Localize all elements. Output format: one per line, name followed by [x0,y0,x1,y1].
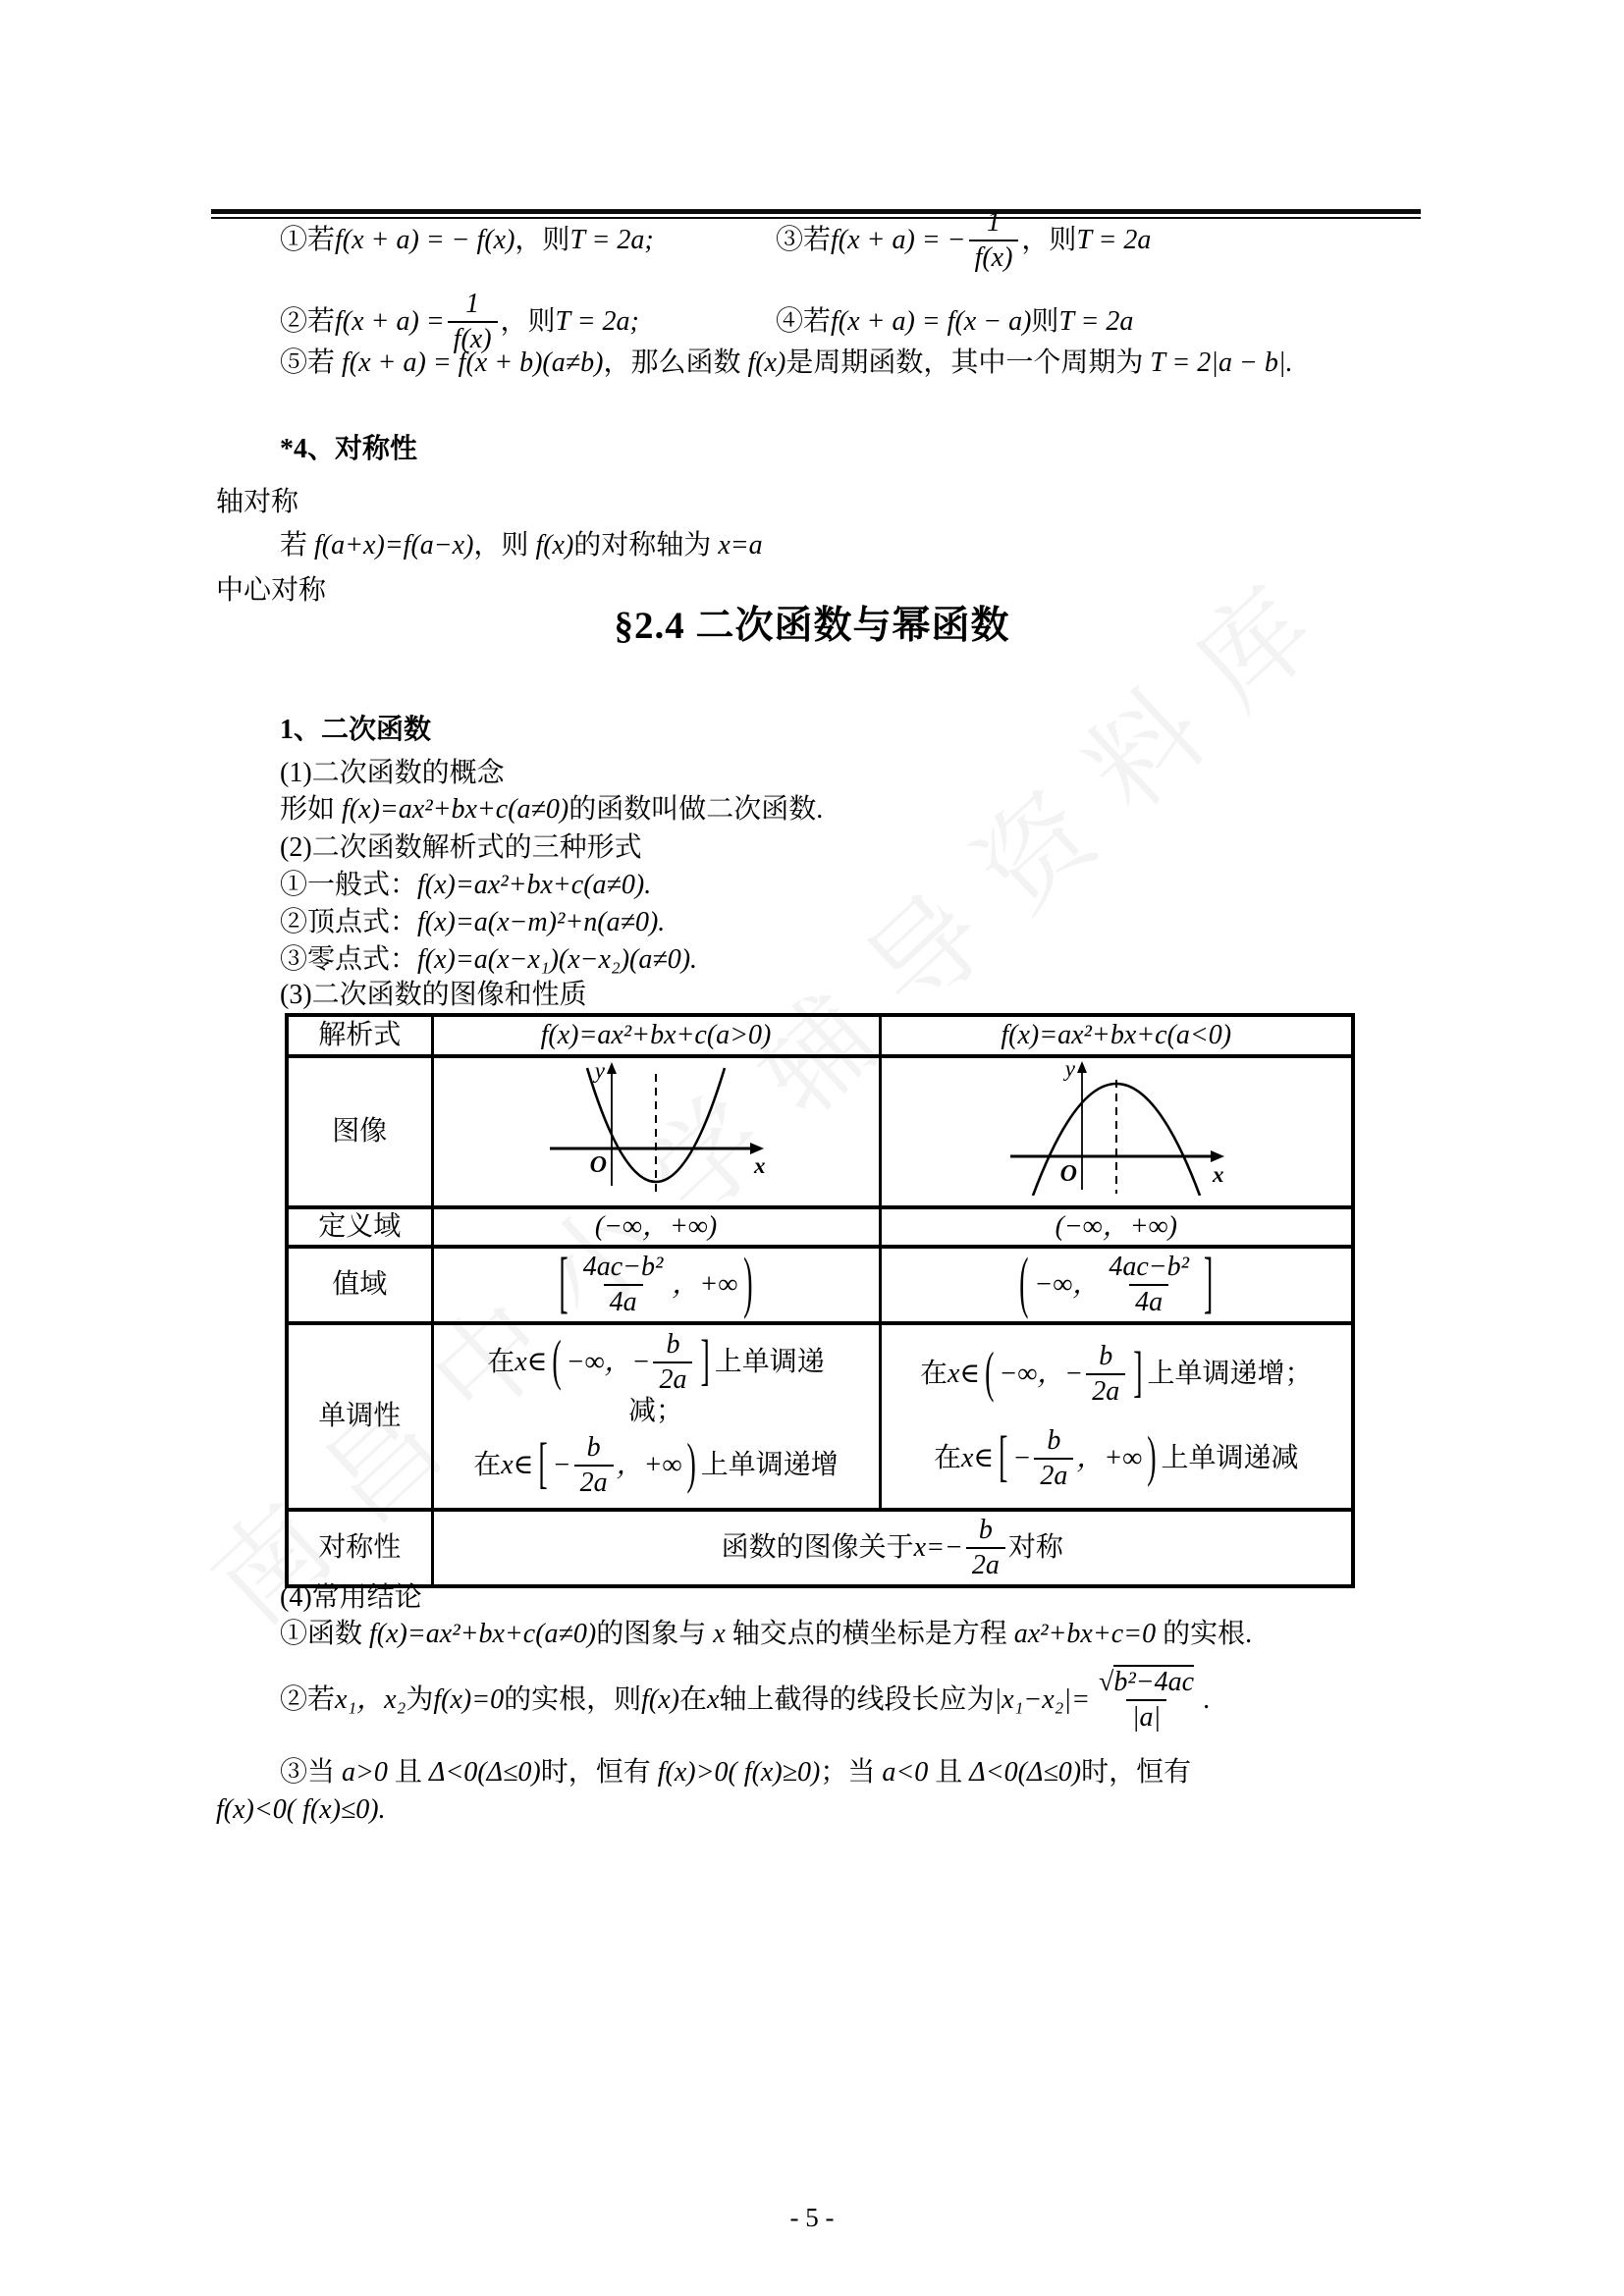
paragraph-definition [280,792,823,828]
math: f(x + a) = f(x + b)(a≠b) [342,347,604,378]
page-number: - 5 - [789,2203,835,2232]
math: ，+∞ [616,1450,682,1480]
math: x=a [718,530,763,561]
denominator: |a| [1126,1699,1166,1734]
text: 的实根. [1156,1619,1253,1649]
center-symmetry-label: 中心对称 [216,575,327,606]
paragraph-graph-properties-label: (3)二次函数的图像和性质 [280,980,587,1010]
fraction [1034,1425,1073,1492]
text: 在 [473,1450,502,1480]
math: f(x)=a(x−x₁)(x−x₂)(a≠0). [417,944,698,975]
math: f(x)=0 [433,1684,505,1715]
close-bracket: ] [700,1330,710,1393]
close-bracket: ] [1204,1246,1214,1322]
math: f(x + a) = f(x − a) [831,306,1032,337]
conclusion-2 [280,1649,1210,1751]
denominator: 2a [574,1465,614,1499]
math: f(x) [747,347,786,378]
origin-label: O [589,1152,607,1178]
row-label-graph: 图像 [287,1056,432,1207]
text: ③当 [280,1757,343,1788]
periodicity-item-3 [776,196,1151,285]
text: 轴交点的横坐标是方程 [725,1619,1014,1649]
math: T = 2a; [555,306,639,337]
numerator [1093,1667,1200,1699]
math: f(x)=ax²+bx+c(a≠0) [342,794,569,825]
range-a-negative [880,1247,1353,1323]
x-axis-arrow [1211,1150,1224,1162]
text: ①函数 [280,1619,370,1649]
text: ，则 [1021,225,1077,255]
denominator: 2a [1086,1373,1125,1408]
text: 减； [627,1396,683,1426]
text: 则 [1031,306,1059,337]
text: ②若 [280,1684,336,1715]
math: T = 2a [1076,225,1152,255]
close-paren: ) [686,1433,696,1496]
close-bracket: ] [1133,1342,1143,1405]
sqrt-fraction [1093,1667,1200,1734]
math: x [707,1684,720,1715]
numerator: b [666,1328,680,1360]
math: Δ<0(Δ≤0) [428,1757,541,1788]
numerator: 4ac−b² [582,1251,664,1282]
paragraph-general-form [280,868,651,903]
denominator: f(x) [969,240,1019,274]
domain-a-negative: (−∞，+∞) [880,1207,1353,1247]
math: x=− [913,1532,963,1563]
table-row-formula [287,1015,1353,1056]
text: 的函数叫做二次函数. [568,794,824,825]
row-label-domain: 定义域 [287,1207,432,1247]
conclusions-heading: (4)常用结论 [280,1582,422,1613]
math: T = 2|a − b|. [1150,347,1293,378]
text: . [1203,1684,1211,1715]
math: − [552,1450,571,1480]
domain-a-positive: (−∞，+∞) [432,1207,880,1247]
formula-a-positive: f(x)=ax²+bx+c(a>0) [432,1015,880,1056]
conclusion-3 [280,1755,1191,1790]
table-row-symmetry [287,1510,1353,1586]
text: 在 [678,1684,707,1715]
text: 若 [280,530,315,561]
conclusion-1 [280,1617,1252,1652]
row-label-range: 值域 [287,1247,432,1323]
math: ，+∞ [1076,1443,1143,1473]
fraction [1086,1341,1125,1408]
math: T = 2a; [569,225,654,255]
row-label-formula: 解析式 [287,1015,432,1056]
math: ，+∞ [672,1269,738,1300]
symmetry-value-cell [432,1510,1353,1586]
numerator: 1 [986,206,1001,238]
text: ，则 [473,530,536,561]
table-row-graph [287,1056,1353,1207]
text: ；当 [820,1757,883,1788]
numerator: b [1047,1424,1061,1456]
conclusion-3-continued [216,1792,386,1828]
row-label-symmetry: 对称性 [287,1510,432,1586]
numerator: 1 [465,288,480,319]
text: 且 [928,1757,970,1788]
symmetry-heading: *4、对称性 [280,434,418,464]
math: T = 2a [1058,306,1134,337]
math: f(a+x)=f(a−x) [314,530,474,561]
math: f(x)>0( f(x)≥0) [657,1757,821,1788]
fraction [574,1432,614,1499]
graph-cell-a-positive [432,1056,880,1207]
numerator: 4ac−b² [1109,1251,1190,1282]
periodicity-item-5 [280,346,1293,381]
text: ②若 [280,306,336,337]
text: 上单调递增； [1147,1359,1313,1389]
numerator: b [586,1431,601,1463]
text: 的对称轴为 [573,530,719,561]
text: ①一般式： [280,870,418,900]
y-axis-arrow [1077,1061,1087,1073]
open-bracket: [ [999,1426,1008,1489]
text: 为 [406,1684,434,1715]
math: a<0 [882,1757,929,1788]
text: 上单调递增 [700,1450,839,1480]
text: 形如 [280,794,343,825]
formula-a-negative: f(x)=ax²+bx+c(a<0) [880,1015,1353,1056]
fraction [969,207,1019,274]
fraction [653,1329,692,1396]
text: ，则 [500,306,556,337]
parabola-up-graph [518,1058,793,1196]
radicand: b²−4ac [1113,1666,1195,1697]
row-label-monotonicity: 单调性 [287,1323,432,1510]
numerator: b [1099,1340,1113,1371]
text: ④若 [776,306,832,337]
text: 且 [387,1757,429,1788]
text: 时，恒有 [1081,1757,1192,1788]
periodicity-item-1 [280,196,654,285]
denominator: f(x) [448,321,498,355]
parabola-curve [587,1068,725,1182]
text: 上单调递 [714,1347,825,1377]
text: 上单调递减 [1161,1443,1299,1473]
fraction [1103,1252,1195,1318]
text: 是周期函数，其中一个周期为 [785,347,1151,378]
text: 对称 [1007,1532,1063,1563]
text: 在 [933,1443,961,1473]
math: f(x + a) = − f(x) [335,225,515,255]
math: f(x)=ax²+bx+c(a≠0). [417,870,652,900]
text: 轴上截得的线段长应为 [719,1684,995,1715]
text: ①若 [280,225,336,255]
denominator: 4a [604,1284,643,1318]
paragraph-zero-form [280,942,697,978]
open-bracket: [ [559,1246,568,1322]
denominator: 2a [966,1547,1005,1581]
math: x₁，x₂ [335,1684,406,1715]
table-row-domain [287,1207,1353,1247]
denominator: 2a [1034,1458,1073,1492]
y-label: y [594,1058,605,1083]
open-paren: ( [552,1330,562,1393]
math: f(x) [641,1684,679,1715]
math: − [1012,1443,1032,1473]
math: x [713,1619,726,1649]
math: Δ<0(Δ≤0) [969,1757,1082,1788]
math: x∈ [514,1347,548,1377]
text: 时，恒有 [540,1757,658,1788]
text: ，那么函数 [603,347,748,378]
denominator: 2a [653,1362,692,1396]
open-bracket: [ [538,1433,548,1496]
axis-symmetry-label: 轴对称 [216,487,299,517]
denominator: 4a [1129,1284,1168,1318]
x-label: x [754,1153,766,1178]
y-label: y [1064,1058,1075,1081]
math: f(x)<0( f(x)≤0). [216,1794,386,1825]
paragraph-vertex-form [280,905,665,940]
math: x∈ [960,1443,995,1473]
close-paren: ) [1147,1426,1157,1489]
math: ax²+bx+c=0 [1013,1619,1157,1649]
math: |x₁−x₂|= [994,1684,1090,1715]
math: x∈ [501,1450,534,1480]
fraction [577,1252,670,1318]
close-paren: ) [743,1246,753,1322]
math: f(x + a) = − [831,225,966,255]
open-paren: ( [985,1342,995,1405]
radical-sign: √ [1098,1666,1114,1697]
math: −∞，− [566,1347,651,1377]
numerator: b [978,1514,993,1545]
periodicity-row-1 [280,196,1419,285]
math: −∞， [1034,1269,1101,1300]
fraction [966,1515,1005,1581]
text: ⑤若 [280,347,343,378]
math: −∞，− [999,1359,1084,1389]
math: x∈ [947,1359,981,1389]
text: ，则 [514,225,570,255]
math: f(x)=a(x−m)²+n(a≠0). [417,907,666,937]
math: f(x + a) = [335,306,445,337]
origin-label: O [1059,1161,1077,1187]
x-label: x [1212,1162,1224,1187]
math: f(x)=ax²+bx+c(a≠0) [369,1619,597,1649]
paragraph-concept-label: (1)二次函数的概念 [280,758,505,788]
parabola-down-graph [979,1058,1254,1196]
open-paren: ( [1019,1246,1029,1322]
math: a>0 [342,1757,388,1788]
text: ②顶点式： [280,907,418,937]
monotonicity-a-negative [880,1323,1353,1510]
paragraph-three-forms-label: (2)二次函数解析式的三种形式 [280,832,642,863]
y-axis-arrow [607,1062,617,1074]
range-a-positive [432,1247,880,1323]
text: 函数的图像关于 [721,1532,914,1563]
table-row-range [287,1247,1353,1323]
text: 的实根，则 [504,1684,642,1715]
quadratic-properties-table [285,1013,1355,1588]
text: ③若 [776,225,832,255]
math: f(x) [535,530,574,561]
text: 在 [487,1347,515,1377]
table-row-monotonicity [287,1323,1353,1510]
text: 的图象与 [596,1619,714,1649]
graph-cell-a-negative [880,1056,1353,1207]
text: ③零点式： [280,944,418,975]
monotonicity-a-positive [432,1323,880,1510]
axis-symmetry-rule [280,528,763,563]
chapter-title: §2.4 二次函数与幂函数 [614,605,1010,647]
text: 在 [919,1359,947,1389]
section-1-heading: 1、二次函数 [280,715,432,745]
